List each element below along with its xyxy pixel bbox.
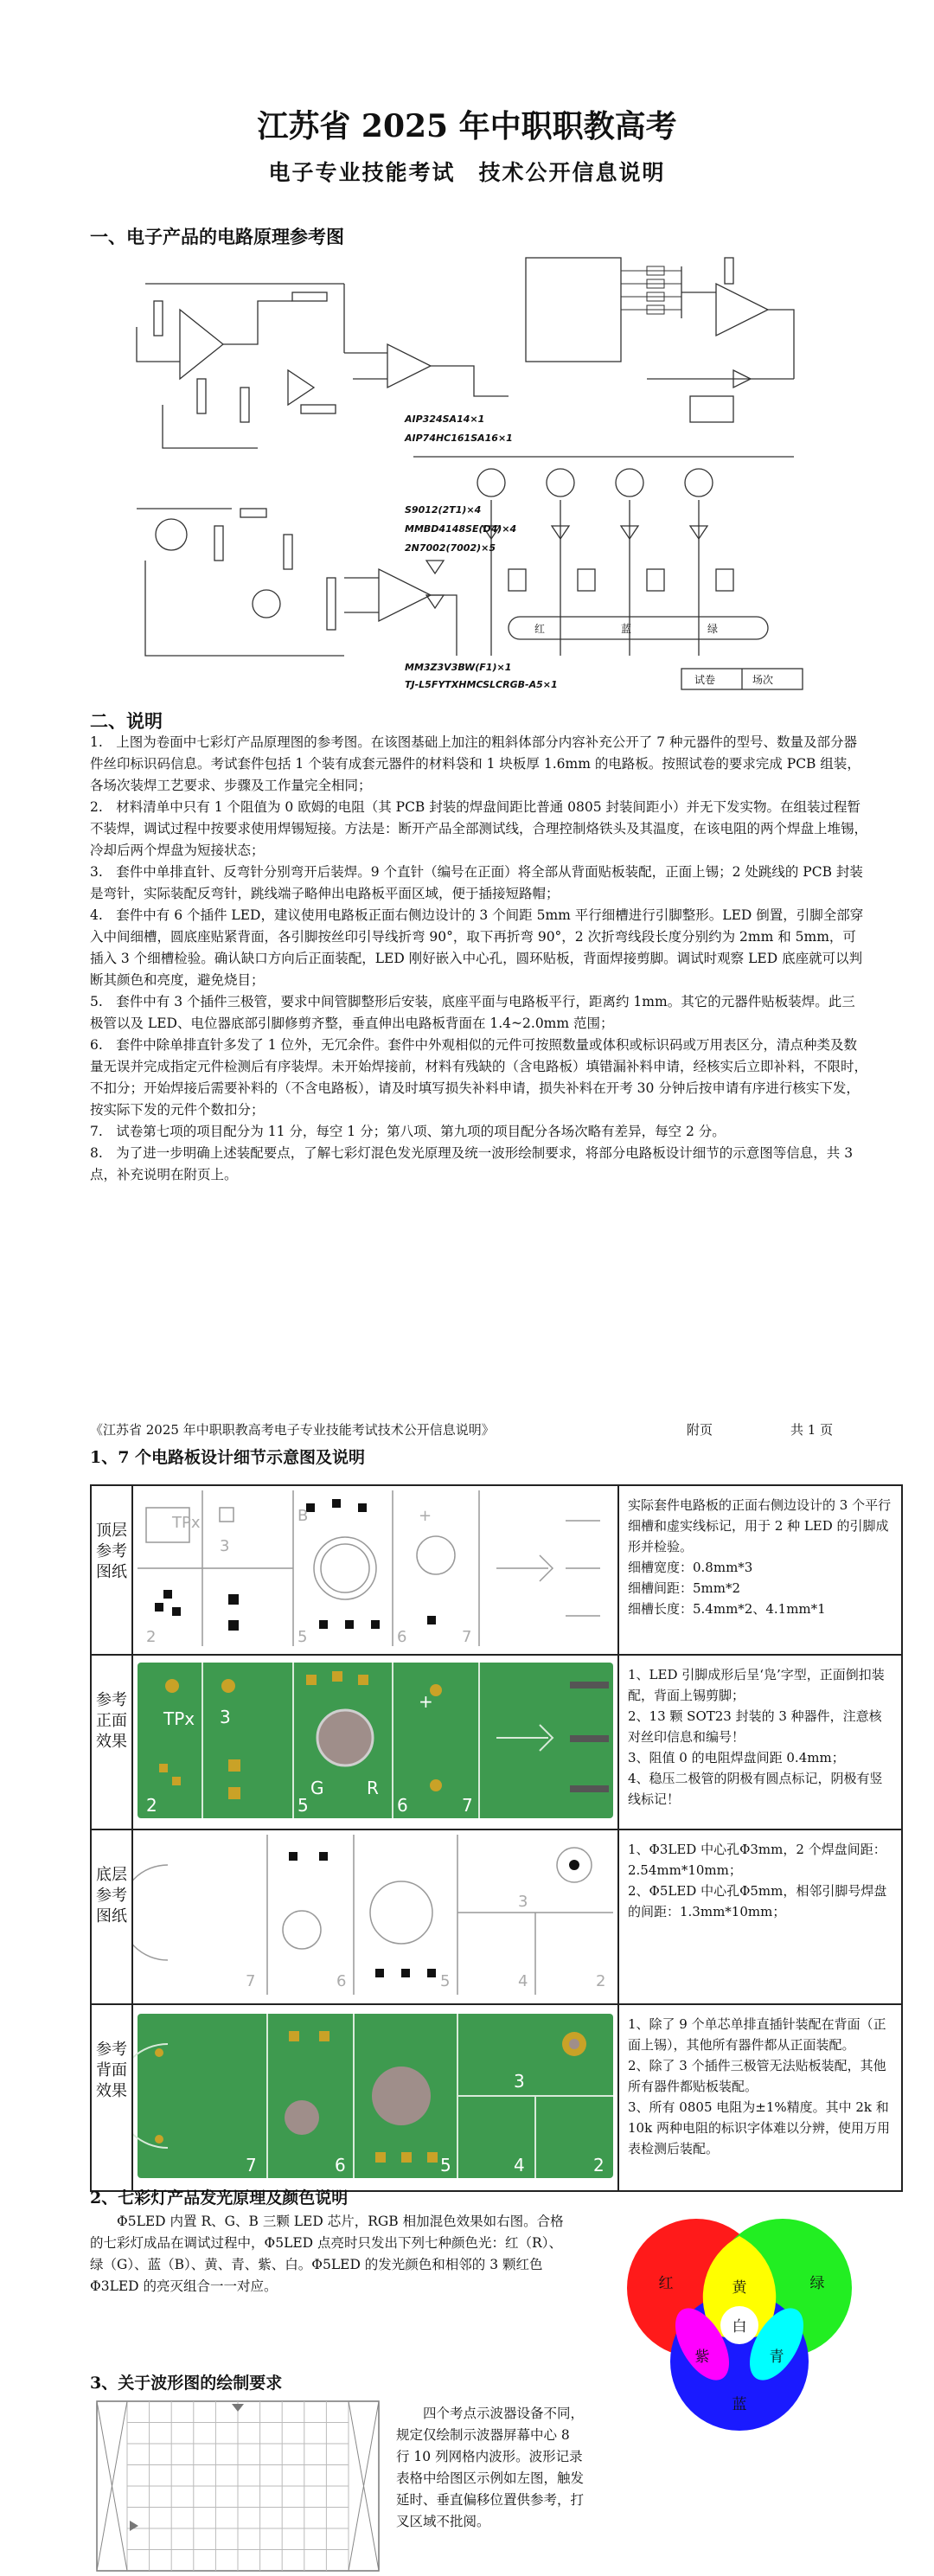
document-subtitle: 电子专业技能考试 技术公开信息说明 [268,160,666,185]
svg-text:2: 2 [146,1795,157,1816]
svg-text:3: 3 [518,1893,528,1911]
table-row [91,1655,902,1829]
front-effect-image [132,1655,618,1829]
legend-2n7002: 2N7002(7002)×5 [405,542,496,554]
table-row [91,1829,902,2004]
svg-text:6: 6 [397,1628,407,1646]
legend-s9012: S9012(2T1)×4 [405,504,482,516]
legend-aip324: AIP324SA14×1 [405,413,485,425]
back-effect-description: 1、除了 9 个单芯单排直插针装配在背面（正面上锡），其他所有器件都从正面装配。 2、除了 3 个插件三极管无法贴板装配，其他所有器件都贴板装配。 3、所有 0805 电阻为±1%精度。其中 2k 和 10k 两种电阻的标识字体难以分辨，使用万用表检测后装配。 [618,2004,902,2191]
row-label-top-drawing: 顶层参考图纸 [91,1485,132,1655]
section1-heading: 一、电子产品的电路原理参考图 [90,226,344,247]
appendix-sec2-heading: 2、七彩灯产品发光原理及颜色说明 [90,2188,349,2208]
svg-text:7: 7 [462,1628,472,1646]
note-4: 4. 套件中有 6 个插件 LED，建议使用电路板正面右侧边设计的 3 个间距 5mm 平行细槽进行引脚整形。LED 倒置，引脚全部穿入中间细槽，圆底座贴紧背面，各引脚按丝印引导线折弯 90°，取下再折弯 90°，2 次折弯线段长度分别约为 2mm 和 5mm，可插入 3 个细槽检验。确认缺口方向后正面装配，LED 刚好嵌入中心孔，圆环贴板，背面焊接剪脚。调试时观察 LED 底座就可以判断其颜色和亮度，避免烧目； [90,907,864,988]
svg-text:7: 7 [246,2155,257,2176]
svg-text:4: 4 [518,1972,528,1990]
svg-text:+: + [419,1691,433,1712]
note-6: 6. 套件中除单排直针多发了 1 位外，无冗余件。套件中外观相似的元件可按照数量或体积或标识码或万用表区分，清点种类及数量无误并完成指定元件检测后有序装焊。未开始焊接前，材料有残缺的（含电路板）填错漏补料申请，经核实后立即补料，不限时，不扣分；开始焊接后需要补料的（不含电路板），请及时填写损失补料申请，损失补料在开考 30 分钟后按申请有序进行核实下发，按实际下发的元件个数扣分； [90,1037,868,1118]
document-title: 江苏省 2025 年中职职教高考 [257,108,677,144]
front-effect-description: 1、LED 引脚成形后呈‘凫’字型，正面倒扣装配，背面上锡剪脚； 2、13 颗 SOT23 封装的 3 种器件，注意核对丝印信息和编号！ 3、阻值 0 的电阻焊盘间距 0.4mm； 4、稳压二极管的阴极有圆点标记，阴极有竖线标记！ [618,1655,902,1829]
row-label-bottom-drawing: 底层参考图纸 [91,1829,132,2004]
note-2: 2. 材料清单中只有 1 个阻值为 0 欧姆的电阻（其 PCB 封装的焊盘间距比普通 0805 封装间距小）并无下发实物。在组装过程暂不装焊，调试过程中按要求使用焊锡短接。方法是：断开产品全部测试线，合理控制烙铁头及其温度，在该电阻的两个焊盘上堆锡，冷却后两个焊盘为短接状态； [90,799,868,858]
svg-text:3: 3 [220,1537,230,1555]
venn-label-magenta: 紫 [694,2349,710,2366]
svg-text:2: 2 [146,1628,157,1646]
legend-aip74hc161: AIP74HC161SA16×1 [405,433,513,444]
svg-text:7: 7 [462,1795,473,1816]
circuit-schematic [128,249,809,699]
appendix-sec3-heading: 3、关于波形图的绘制要求 [90,2374,283,2393]
table-row [91,2004,902,2191]
svg-text:TPx: TPx [163,1708,195,1729]
svg-text:B: B [297,1507,309,1525]
note-8: 8. 为了进一步明确上述装配要点，了解七彩灯混色发光原理及统一波形绘制要求，将部分电路板设计细节的示意图等信息，共 3 点，补充说明在附页上。 [90,1145,854,1182]
top-layer-drawing [132,1485,618,1655]
svg-text:3: 3 [220,1707,231,1727]
legend-tj-l5: TJ-L5FYTXHMCSLCRGB-A5×1 [405,679,558,690]
bottom-layer-drawing [132,1829,618,2004]
svg-text:6: 6 [397,1795,408,1816]
svg-text:G: G [310,1778,324,1798]
pcb-detail-table [90,1484,903,2192]
svg-text:+: + [419,1507,432,1525]
row-label-front-effect: 参考正面效果 [91,1655,132,1829]
venn-label-cyan: 青 [769,2349,784,2366]
appendix-heading: 1、7 个电路板设计细节示意图及说明 [90,1448,366,1467]
rgb-label-red: 红 [534,623,546,635]
appendix-sec2-text: Φ5LED 内置 R、G、B 三颗 LED 芯片，RGB 相加混色效果如右图。合格的七彩灯成品在调试过程中，Φ5LED 点亮时只发出下列七种颜色光：红（R）、绿（G）、蓝（B）、黄、青、紫、白。Φ5LED 的发光颜色和相邻的 3 颗红色Φ3LED 的亮灭组合一一对应。 [90,2214,564,2294]
score-label-session: 场次 [752,674,774,686]
svg-text:5: 5 [297,1795,309,1816]
venn-label-red: 红 [658,2275,674,2292]
venn-label-white: 白 [732,2318,747,2336]
svg-text:5: 5 [297,1628,308,1646]
table-row [91,1485,902,1655]
row-label-back-effect: 参考背面效果 [91,2004,132,2191]
appendix-doc-name: 《江苏省 2025 年中职职教高考电子专业技能考试技术公开信息说明》 [90,1422,495,1438]
svg-text:2: 2 [593,2155,605,2176]
svg-text:4: 4 [514,2155,525,2176]
score-label-paper: 试卷 [694,674,716,686]
note-5: 5. 套件中有 3 个插件三极管，要求中间管脚整形后安装，底座平面与电路板平行，距离约 1mm。其它的元器件贴板装焊。此三极管以及 LED、电位器底部引脚修剪齐整，垂直伸出电路板背面在 1.4~2.0mm 范围； [90,994,855,1031]
waveform-grid [95,2400,381,2573]
venn-label-yellow: 黄 [732,2279,747,2297]
section2-body [90,732,868,1186]
legend-mm3z3v3: MM3Z3V3BW(F1)×1 [405,662,512,673]
venn-label-blue: 蓝 [732,2396,747,2413]
svg-text:5: 5 [440,1972,451,1990]
svg-text:2: 2 [596,1972,606,1990]
note-1: 1. 上图为卷面中七彩灯产品原理图的参考图。在该图基础上加注的粗斜体部分内容补充公开了 7 种元器件的型号、数量及部分器件丝印标识码信息。考试套件包括 1 个装有成套元器件的材料袋和 1 块板厚 1.6mm 的电路板。按照试卷的要求完成 PCB 组装，各场次装焊工艺要求、步骤及工作量完全相同； [90,734,860,793]
legend-mmbd4148: MMBD4148SE(D4)×4 [405,523,517,535]
svg-text:5: 5 [440,2155,451,2176]
svg-text:R: R [367,1778,379,1798]
svg-text:3: 3 [514,2071,525,2092]
note-7: 7. 试卷第七项的项目配分为 11 分，每空 1 分；第八项、第九项的项目配分各场次略有差异，每空 2 分。 [90,1124,726,1139]
tpx-label: TPx [172,1514,201,1532]
svg-text:7: 7 [246,1972,256,1990]
top-drawing-description: 实际套件电路板的正面右侧边设计的 3 个平行细槽和虚实线标记，用于 2 种 LED 的引脚成形并检验。 细槽宽度：0.8mm*3 细槽间距：5mm*2 细槽长度：5.4mm*2、4.1mm*1 [618,1485,902,1655]
venn-label-green: 绿 [809,2275,825,2292]
back-effect-image [132,2004,618,2191]
svg-text:6: 6 [335,2155,346,2176]
appendix-sec3-text: 四个考点示波器设备不同，规定仅绘制示波器屏幕中心 8 行 10 列网格内波形。波形记录表格中给图区示例如左图，触发延时、垂直偏移位置供参考，打叉区域不批阅。 [396,2406,585,2529]
section2-heading: 二、说明 [90,710,163,732]
rgb-venn-diagram [605,2197,873,2457]
bottom-drawing-description: 1、Φ3LED 中心孔Φ3mm，2 个焊盘间距：2.54mm*10mm； 2、Φ5LED 中心孔Φ5mm，相邻引脚号焊盘的间距：1.3mm*10mm； [618,1829,902,2004]
rgb-label-green: 绿 [707,623,719,635]
svg-text:6: 6 [336,1972,347,1990]
note-3: 3. 套件中单排直针、反弯针分别弯开后装焊。9 个直针（编号在正面）将全部从背面贴板装配，正面上锡；2 处跳线的 PCB 封装是弯针，实际装配反弯针，跳线端子略伸出电路板平面区域，便于插接短路帽； [90,864,863,901]
appendix-page-label: 附页 [687,1422,713,1438]
rgb-label-blue: 蓝 [621,623,632,635]
appendix-header [90,1420,868,1439]
appendix-total-pages: 共 1 页 [790,1422,834,1438]
